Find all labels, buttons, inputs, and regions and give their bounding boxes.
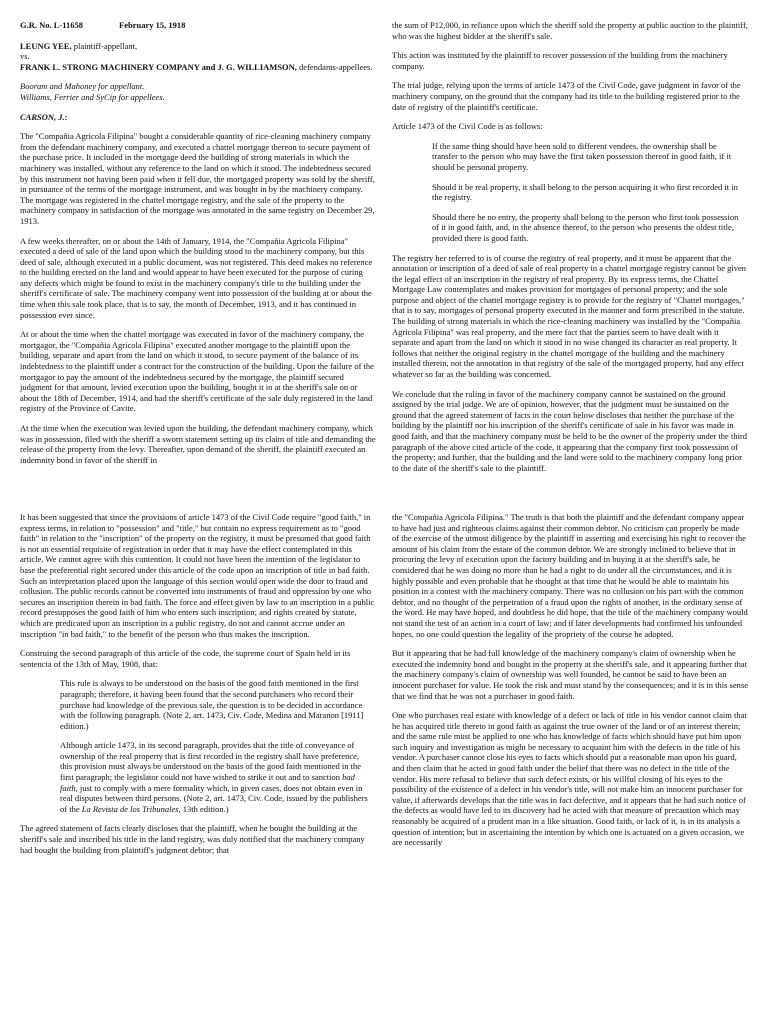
paragraph: This action was instituted by the plaintiff to recover possession of the building from the machinery company.	[392, 50, 728, 71]
defendants-line	[20, 62, 376, 73]
counsel-appellees: Williams, Ferrier and SyCip for appellees.	[20, 91, 165, 102]
paragraph: At or about the time when the chattel mortgage was executed in favor of the machinery company, the mortgagor, the "Compañia Agricola Filipina" executed another mortgage to the plaintiff upon the building, separate and apart from the land on which it stood, to secure payment of the balance of its indebtedness to the plaintiff under a contract for the construction of the building. Upon the failure of the mortgagor to pay the amount of the indebtedness secured by the mortgage, the plaintiff secured judgment for that amount, levied execution upon the building, bought it in at the sheriff's sale on or about the 18th of December, 1914, and had the sheriff's certificate of the sale duly registered in the land registry of the Province of Cavite.	[20, 329, 374, 414]
page1-right-column	[392, 20, 748, 482]
paragraph: Construing the second paragraph of this article of the code, the supreme court of Spain held in its sentencia of the 13th of May, 1908, that:	[20, 648, 351, 669]
page2-left-column	[20, 512, 376, 864]
case-header	[20, 20, 376, 31]
case-date: February 15, 1918	[119, 20, 186, 30]
paragraph: A few weeks thereafter, on or about the 14th of January, 1914, the "Compañia Agricola Filipina" executed a deed of sale of the land upon which the building stood to the machinery company, but this deed of sale, although executed in a public document, was not registered. This deed makes no reference to the building erected on the land and would appear to have been executed for the purpose of curing any defects which might be found to exist in the machinery company's title to the building under the sheriff's certificate of sale. The machinery company went into possession of the building at or about the time when this sale took place, that is to say, the month of December, 1913, and it has continued in possession ever since.	[20, 235, 373, 320]
versus: vs.	[20, 51, 30, 62]
ponente: CARSON, J.:	[20, 111, 68, 122]
block-quote: If the same thing should have been sold to different vendees, the ownership shall be transfer to the person who may have the first taken possession thereof in good faith, if it should be personal property.	[432, 140, 732, 172]
paragraph: the "Compañia Agricola Filipina." The truth is that both the plaintiff and the defendant company appear to have had just and righteous claims against their common debtor. No criticism can properly be made of the exercise of the utmost diligence by the plaintiff in asserting and exercising his right to recover the amount of his claim from the estate of the common debtor. We are strongly inclined to believe that in procuring the levy of execution upon the factory building and in buying it at the sheriff's sale, he considered that he was doing no more than he had a right to do under all the circumstances, and it is highly possible and even probable that he thought at that time that he would be able to maintain his position in a contest with the machinery company. There was no collusion on his part with the common debtor, and no thought of the perpetration of a fraud upon the rights of another, in the ordinary sense of the word. He may have hoped, and doubtless he did hope, that the title of the machinery company would not stand the test of an action in a court of law; and if later developments had confirmed his unfounded hopes, no one could question the legality of the propriety of the course he adopted.	[392, 512, 748, 639]
paragraph: It has been suggested that since the provisions of article 1473 of the Civil Code require "good faith," in express terms, in relation to "possession" and "title," but contain no express requirement as to "good faith" in relation to the "inscription" of the property on the registry, it must be presumed that good faith is not an essential requisite of registration in order that it may have the effect contemplated in this article. We cannot agree with this contention. It could not have been the intention of the legislator to base the preferential right secured under this article of the code upon an inscription of title in bad faith. Such an interpretation placed upon the language of this section would open wide the door to fraud and collusion. The public records cannot be converted into instruments of fraud and oppression by one who secures an inscription therein in bad faith. The force and effect given by law to an inscription in a public record presupposes the good faith of him who enters such inscription; and rights created by statute, which are predicated upon an inscription in a public registry, do not and cannot accrue under an inscription "in bad faith," to the benefit of the person who thus makes the inscription.	[20, 512, 375, 639]
plaintiff-role: plaintiff-appellant,	[71, 40, 138, 51]
paragraph: We conclude that the ruling in favor of the machinery company cannot be sustained on the ground assigned by the trial judge. We are of opinion, however, that the judgment must be sustained on the ground that the agreed statement of facts in the court below discloses that neither the purchase of the building by the plaintiff nor his inscription of the sheriff's certificate of sale in his favor was made in good faith, and that the machinery company must be held to be the owner of the property under the third paragraph of the above cited article of the code, it appearing that the company first took possession of the property; and further, that the building and the land were sold to the machinery company long prior to the date of the sheriff's sale to the plaintiff.	[392, 388, 748, 473]
paragraph: One who purchases real estate with knowledge of a defect or lack of title in his vendor cannot claim that he has acquired title thereto in good faith as against the true owner of the land or of an interest therein; and the same rule must be applied to one who has knowledge of facts which should have put him upon such inquiry and investigation as might be necessary to acquaint him with the defects in the title of his vendor. A purchaser cannot close his eyes to facts which should put a reasonable man upon his guard, and then claim that he acted in good faith under the belief that there was no defect in the title of the vendor. His mere refusal to believe that such defect exists, or his willful closing of his eyes to the possibility of the existence of a defect in his vendor's title, will not make him an innocent purchaser for value, if afterwards develops that the title was in fact defective, and it appears that he had such notice of the defects as would have led to its discovery had he acted with that measure of precaution which may reasonably be acquired of a prudent man in a like situation. Good faith, or lack of it, is in its analysis a question of intention; but in ascertaining the intention by which one is actuated on a given occasion, we are necessarily	[392, 710, 747, 848]
counsel-appellant: Booram and Mahoney for appellant.	[20, 81, 145, 92]
paragraph: At the time when the execution was levied upon the building, the defendant machinery company, which was in possession, filed with the sheriff a sworn statement setting up its claim of title and demanding the release of the property from the levy. Thereafter, upon demand of the sheriff, the plaintiff executed an indemnity bond in favor of the sheriff in	[20, 423, 376, 465]
block-quote: Although article 1473, in its second paragraph, provides that the title of conveyance of ownership of the real property that is first recorded in the registry shall have preference, this provision must always be understood on the basis of the good faith mentioned in the first paragraph; the legislator could not have wished to strike it out and to sanction bad faith, just to comply with a mere formality which, in given cases, does not obtain even in real disputes between third persons. (Note 2, art. 1473, Civ. Code, issued by the publishers of the La Revista de los Tribunales, 13th edition.)	[60, 740, 368, 814]
page2-right-column	[392, 512, 748, 857]
counsel-block	[20, 81, 376, 102]
paragraph: But it appearing that he had full knowledge of the machinery company's claim of ownership when he executed the indemnity bond and bought in the property at the sheriff's sale, and it appearing further that the machinery company's claim of ownership was well founded, he cannot be said to have been an innocent purchaser for value. He took the risk and must stand by the consequences; and it is in this sense that we find that he was not a purchaser in good faith.	[392, 648, 748, 701]
paragraph: The trial judge, relying upon the terms of article 1473 of the Civil Code, gave judgment in favor of the machinery company, on the ground that the company had its title to the building registered prior to the date of registry of the plaintiff's certificate.	[392, 80, 741, 112]
block-quote: Should there be no entry, the property shall belong to the person who first took possession of it in good faith, and, in the absence thereof, to the person who presents the oldest title, provided there is good faith.	[432, 211, 739, 243]
paragraph: The "Compañia Agricola Filipina" bought a considerable quantity of rice-cleaning machinery company from the defendant machinery company, and executed a chattel mortgage thereon to secure payment of the purchase price. It included in the mortgage deed the building of strong materials in which the machinery was installed, without any reference to the land on which it stood. The indebtedness secured by this instrument not having been paid when it fell due, the mortgaged property was sold by the sheriff, in pursuance of the terms of the mortgage instrument, and was bought in by the machinery company. The mortgage was registered in the chattel mortgage registry, and the sale of the property to the machinery company in satisfaction of the mortgage was annotated in the same registry on December 29, 1913.	[20, 131, 375, 226]
paragraph: the sum of P12,000, in reliance upon which the sheriff sold the property at public auction to the plaintiff, who was the highest bidder at the sheriff's sale.	[392, 20, 748, 41]
page1-left-column	[20, 20, 376, 474]
block-quote: This rule is always to be understood on the basis of the good faith mentioned in the first paragraph; therefore, it having been found that the second purchasers who record their purchase had knowledge of the previous sale, the question is to be decided in accordance with the following paragraph. (Note 2, art. 1473, Civ. Code, Medina and Maranon [1911] edition.)	[60, 678, 364, 731]
plaintiff-line	[20, 41, 376, 52]
paragraph: The agreed statement of facts clearly discloses that the plaintiff, when he bought the building at the sheriff's sale and inscribed his title in the land registry, was duly notified that the machinery company had bought the building from plaintiff's judgment debtor; that	[20, 823, 365, 855]
gr-number: G.R. No. L-11658	[20, 20, 84, 30]
plaintiff-name: LEUNG YEE,	[20, 40, 72, 51]
block-quote: Should it be real property, it shall belong to the person acquiring it who first recorded it in the registry.	[432, 181, 738, 203]
defendants-name: FRANK L. STRONG MACHINERY COMPANY and J. G. WILLIAMSON,	[20, 61, 297, 72]
ponente-name: CARSON, J.	[20, 111, 65, 122]
paragraph: The registry her referred to is of course the registry of real property, and it must be apparent that the annotation or inscription of a deed of sale of real property in a chattel mortgage registry cannot be given the legal effect of an inscription in the registry of real property. By its express terms, the Chattel Mortgage Law contemplates and makes provision for mortgages of personal property; and the sole purpose and object of the chattel mortgage registry is to provide for the registry of "Chattel mortgages," that is to say, mortgages of personal property executed in the manner and form prescribed in the statute. The building of strong materials in which the rice-cleaning machinery was installed by the "Compañia Agricola Filipina" was real property, and the mere fact that the parties seem to have dealt with it separate and apart from the land on which it stood in no wise changed its character as real property. It follows that neither the original registry in the chattel mortgage of the building and the machinery installed therein, not the annotation in that registry of the sale of the mortgaged property, had any effect whatever so far as the building was concerned.	[392, 252, 747, 380]
paragraph: Article 1473 of the Civil Code is as follows:	[392, 121, 543, 132]
defendants-role: defendants-appellees.	[296, 61, 373, 72]
